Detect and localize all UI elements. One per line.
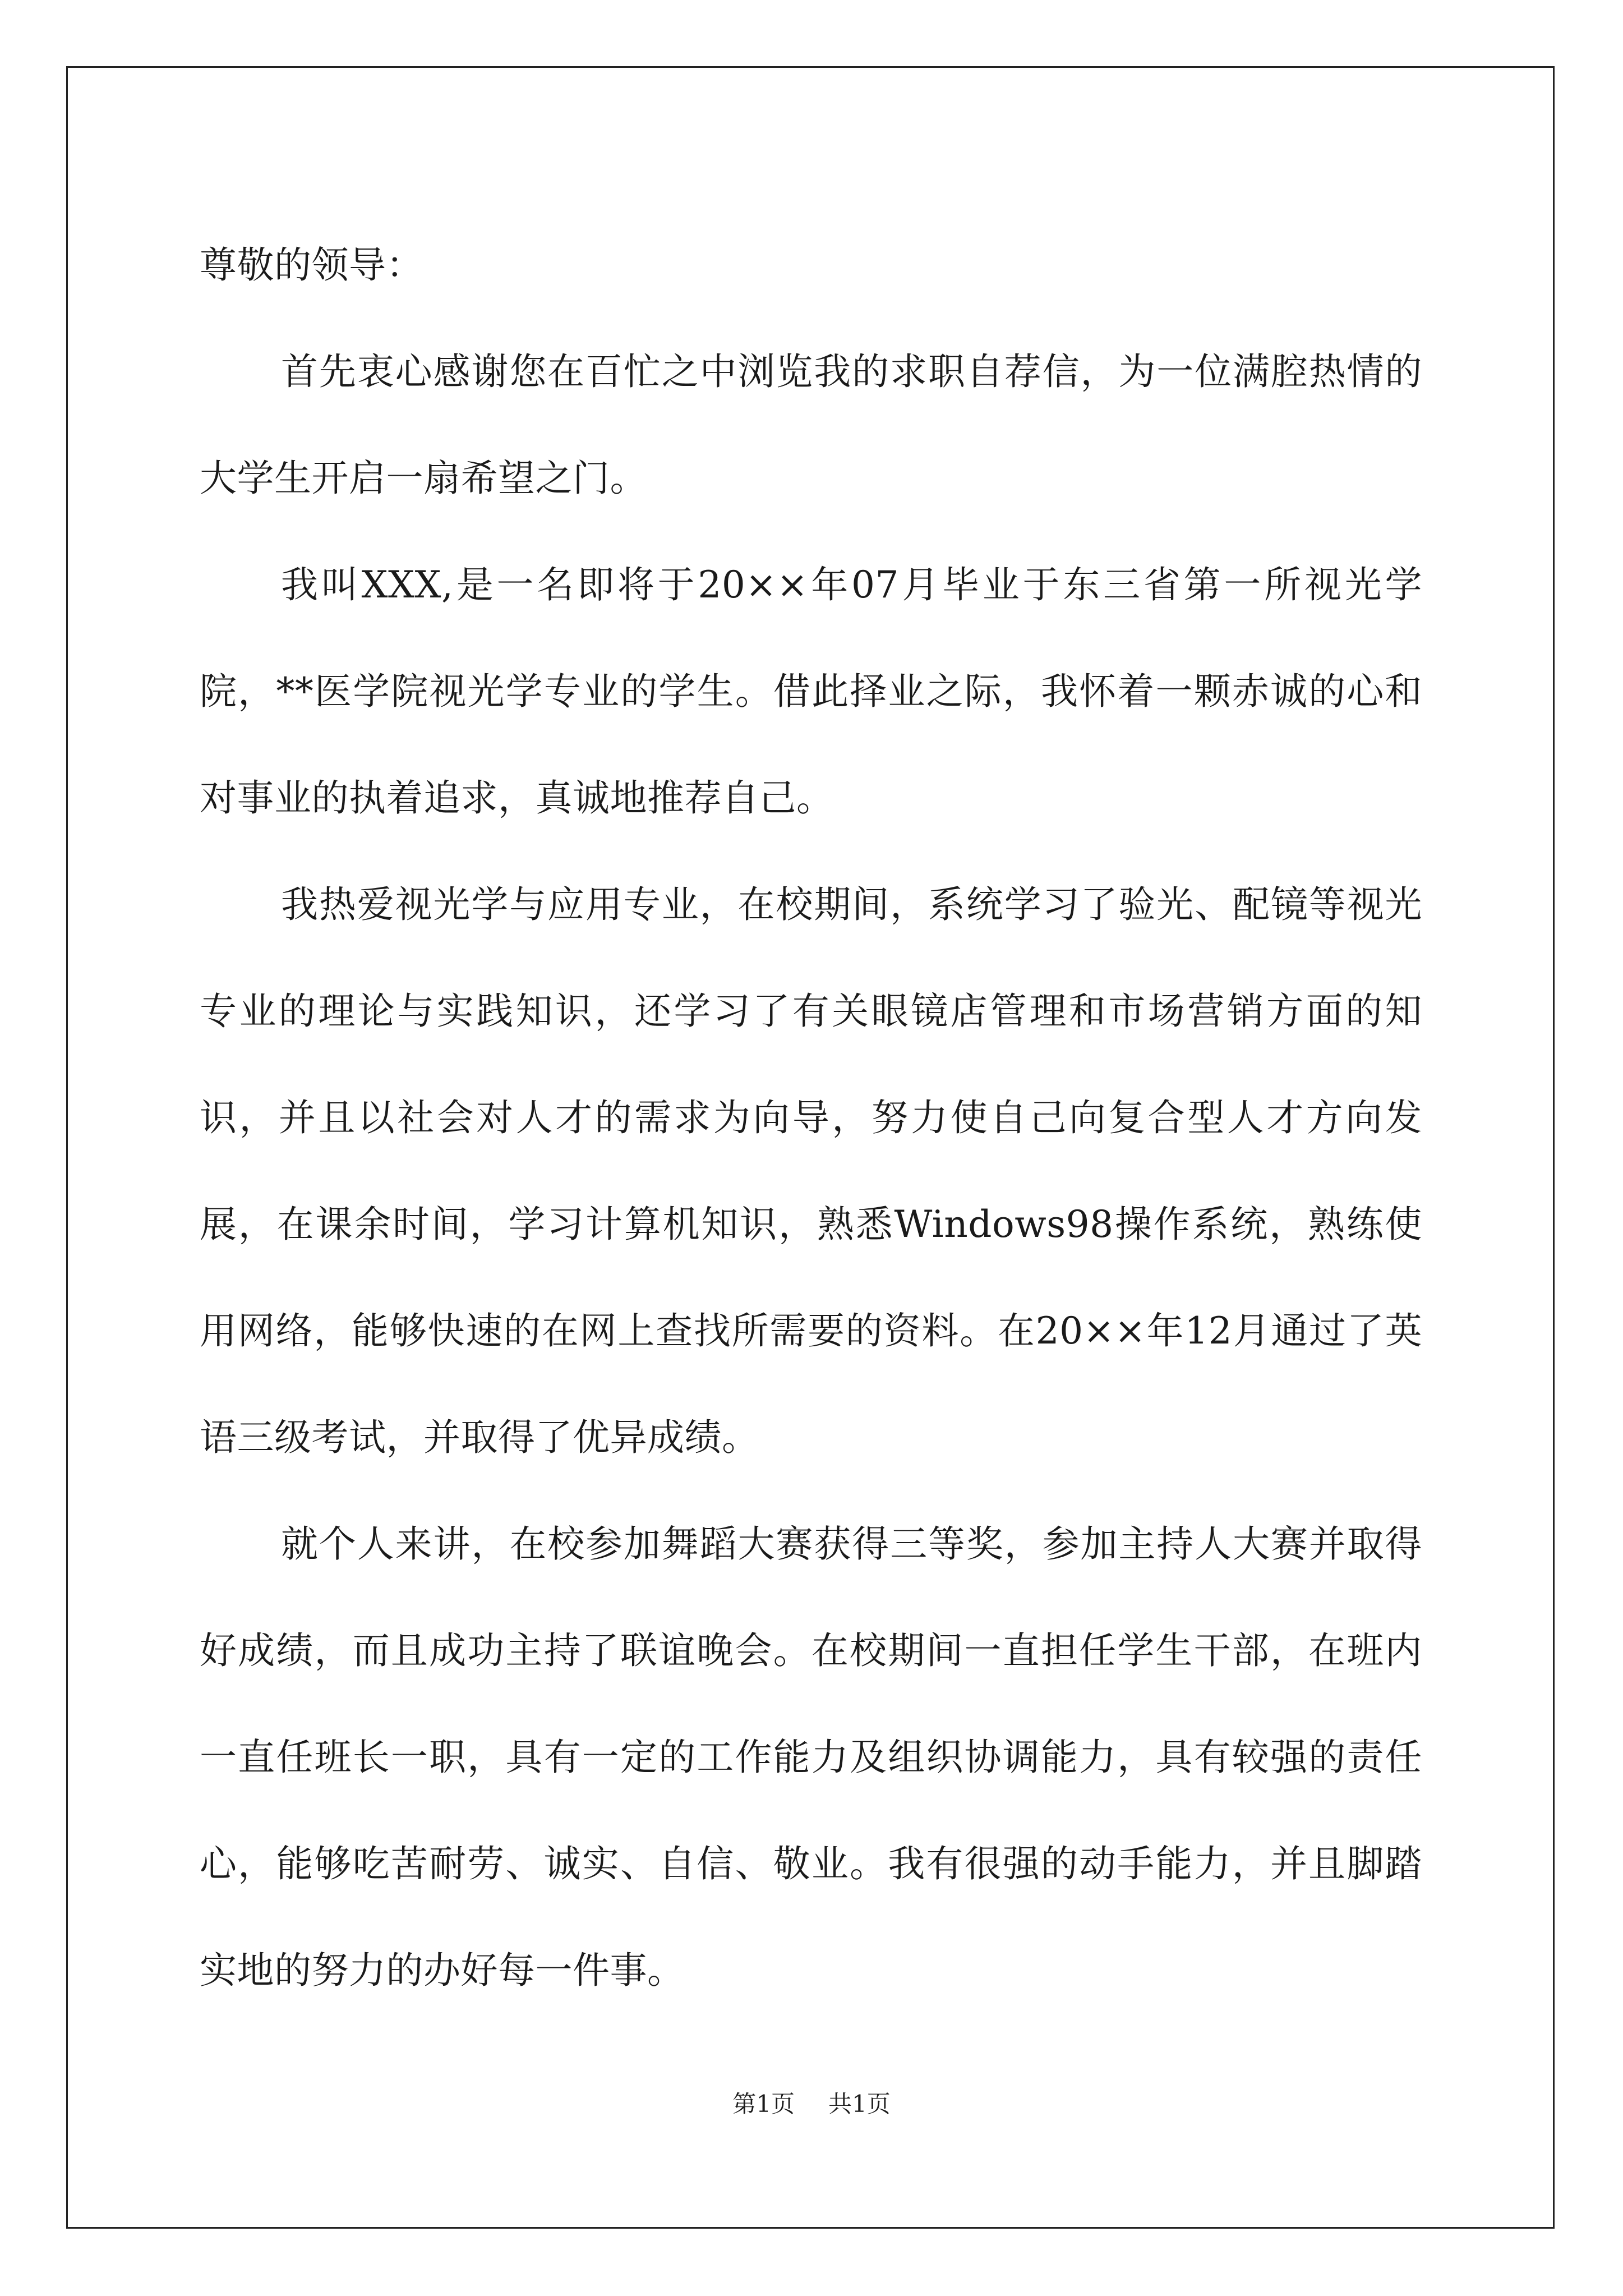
page-footer bbox=[0, 2086, 1623, 2119]
salutation: 尊敬的领导： bbox=[200, 243, 423, 287]
letter-body bbox=[200, 212, 1422, 2024]
paragraph-education: 我热爱视光学与应用专业，在校期间，系统学习了验光、配镜等视光专业的理论与实践知识，还学习了有关眼镜店管理和市场营销方面的知识，并且以社会对人才的需求为向导，努力使自己向复合型人才方向发展，在课余时间，学习计算机知识，熟悉Windows98操作系统，熟练使用网络，能够快速的在网上查找所需要的资料。在20××年12月通过了英语三级考试，并取得了优异成绩。 bbox=[200, 883, 1422, 1459]
page-number-total: 共1页 bbox=[828, 2090, 891, 2118]
page-number-current: 第1页 bbox=[732, 2090, 795, 2118]
paragraph-intro: 首先衷心感谢您在百忙之中浏览我的求职自荐信，为一位满腔热情的大学生开启一扇希望之门。 bbox=[200, 350, 1422, 500]
paragraph-self-introduction: 我叫XXX,是一名即将于20××年07月毕业于东三省第一所视光学院，**医学院视光学专业的学生。借此择业之际，我怀着一颗赤诚的心和对事业的执着追求，真诚地推荐自己。 bbox=[200, 563, 1422, 820]
paragraph-personal: 就个人来讲，在校参加舞蹈大赛获得三等奖，参加主持人大赛并取得好成绩，而且成功主持了联谊晚会。在校期间一直担任学生干部，在班内一直任班长一职，具有一定的工作能力及组织协调能力，具有较强的责任心，能够吃苦耐劳、诚实、自信、敬业。我有很强的动手能力，并且脚踏实地的努力的办好每一件事。 bbox=[200, 1522, 1422, 1992]
